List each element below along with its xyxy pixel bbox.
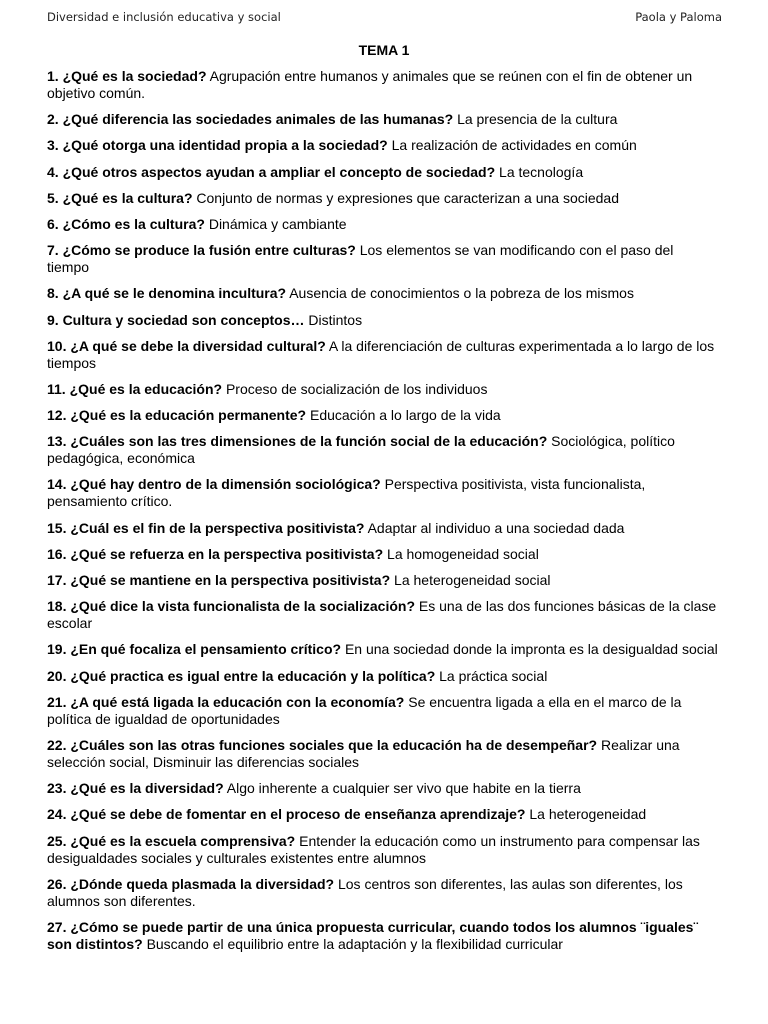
question-item [47, 546, 719, 563]
question-item [47, 216, 719, 233]
answer-text: Ausencia de conocimientos o la pobreza de los mismos [289, 285, 634, 302]
answer-text: Los centros son diferentes, las aulas son diferentes, los alumnos son diferentes. [47, 875, 683, 909]
answer-text: Realizar una selección social, Disminuir las diferencias sociales [47, 736, 680, 770]
question-item [47, 806, 719, 823]
answer-text: Se encuentra ligada a ella en el marco de la política de igualdad de oportunidades [47, 693, 682, 727]
question-item [47, 338, 719, 372]
question-item [47, 668, 719, 685]
question-list [47, 68, 719, 962]
question-text: 7. ¿Cómo se produce la fusión entre culturas? [47, 242, 356, 259]
answer-text: Entender la educación como un instrumento para compensar las desigualdades sociales y culturales existentes entre alumnos [47, 832, 700, 866]
question-text: 1. ¿Qué es la sociedad? [47, 68, 207, 84]
answer-text: Adaptar al individuo a una sociedad dada [367, 519, 625, 536]
answer-text: Algo inherente a cualquier ser vivo que habite en la tierra [226, 780, 581, 797]
question-item [47, 111, 719, 128]
question-item [47, 572, 719, 589]
answer-text: Agrupación entre humanos y animales que se reúnen con el fin de obtener un objetivo común. [47, 68, 693, 101]
answer-text: Proceso de socialización de los individuos [225, 380, 488, 397]
header-course-title: Diversidad e inclusión educativa y social [47, 10, 281, 24]
question-text: 21. ¿A qué está ligada la educación con la economía? [47, 693, 405, 710]
answer-text: En una sociedad donde la impronta es la desigualdad social [344, 641, 718, 658]
question-item [47, 433, 719, 467]
answer-text: Es una de las dos funciones básicas de la clase escolar [47, 598, 717, 632]
question-text: 27. ¿Cómo se puede partir de una única propuesta curricular, cuando todos los alumnos ¨iguales¨ son distintos? [47, 918, 699, 952]
question-text: 14. ¿Qué hay dentro de la dimensión sociológica? [47, 476, 381, 493]
question-text: 23. ¿Qué es la diversidad? [47, 780, 224, 797]
question-item [47, 476, 719, 510]
answer-text: Educación a lo largo de la vida [309, 407, 501, 424]
question-item [47, 780, 719, 797]
answer-text: La práctica social [439, 667, 548, 684]
question-item [47, 694, 719, 728]
question-text: 19. ¿En qué focaliza el pensamiento crítico? [47, 641, 342, 658]
question-item [47, 381, 719, 398]
question-item [47, 242, 719, 276]
answer-text: Distintos [308, 311, 363, 328]
question-item [47, 407, 719, 424]
question-item [47, 137, 719, 154]
question-text: 9. Cultura y sociedad son conceptos… [47, 311, 305, 328]
question-text: 8. ¿A qué se le denomina incultura? [47, 285, 287, 302]
answer-text: Perspectiva positivista, vista funcionalista, pensamiento crítico. [47, 476, 646, 510]
question-item [47, 598, 719, 632]
question-text: 26. ¿Dónde queda plasmada la diversidad? [47, 875, 335, 892]
question-text: 4. ¿Qué otros aspectos ayudan a ampliar el concepto de sociedad? [47, 163, 496, 180]
question-text: 6. ¿Cómo es la cultura? [47, 215, 205, 232]
question-text: 18. ¿Qué dice la vista funcionalista de la socialización? [47, 598, 416, 615]
question-text: 25. ¿Qué es la escuela comprensiva? [47, 832, 296, 849]
answer-text: Sociológica, político pedagógica, económica [47, 433, 675, 467]
header-authors: Paola y Paloma [635, 10, 722, 24]
question-text: 12. ¿Qué es la educación permanente? [47, 407, 307, 424]
question-item [47, 285, 719, 302]
question-item [47, 919, 719, 953]
question-text: 5. ¿Qué es la cultura? [47, 189, 193, 206]
question-item [47, 520, 719, 537]
answer-text: La heterogeneidad social [394, 572, 551, 588]
question-text: 2. ¿Qué diferencia las sociedades animales de las humanas? [47, 111, 454, 128]
question-text: 20. ¿Qué practica es igual entre la educación y la política? [47, 667, 436, 684]
question-item [47, 312, 719, 329]
answer-text: La presencia de la cultura [457, 111, 618, 128]
page-header [47, 10, 722, 28]
question-item [47, 190, 719, 207]
question-item [47, 641, 719, 658]
question-item [47, 737, 719, 771]
answer-text: La homogeneidad social [387, 545, 539, 562]
question-text: 24. ¿Qué se debe de fomentar en el proceso de enseñanza aprendizaje? [47, 806, 526, 823]
question-text: 13. ¿Cuáles son las tres dimensiones de la función social de la educación? [47, 433, 548, 450]
question-text: 10. ¿A qué se debe la diversidad cultural? [47, 337, 326, 354]
question-item [47, 164, 719, 181]
question-text: 17. ¿Qué se mantiene en la perspectiva positivista? [47, 572, 391, 588]
answer-text: La tecnología [499, 163, 584, 180]
question-text: 15. ¿Cuál es el fin de la perspectiva positivista? [47, 519, 365, 536]
question-text: 16. ¿Qué se refuerza en la perspectiva positivista? [47, 545, 384, 562]
question-text: 22. ¿Cuáles son las otras funciones sociales que la educación ha de desempeñar? [47, 736, 598, 753]
answer-text: A la diferenciación de culturas experimentada a lo largo de los tiempos [47, 337, 715, 371]
answer-text: Los elementos se van modificando con el paso del tiempo [47, 242, 674, 276]
question-item [47, 68, 719, 102]
answer-text: La heterogeneidad [529, 806, 647, 823]
question-text: 11. ¿Qué es la educación? [47, 380, 223, 397]
answer-text: Conjunto de normas y expresiones que caracterizan a una sociedad [196, 189, 619, 206]
answer-text: Dinámica y cambiante [208, 215, 347, 232]
answer-text: Buscando el equilibrio entre la adaptación y la flexibilidad curricular [146, 935, 563, 952]
question-item [47, 833, 719, 867]
document-title: TEMA 1 [358, 42, 410, 58]
question-text: 3. ¿Qué otorga una identidad propia a la sociedad? [47, 137, 388, 154]
question-item [47, 876, 719, 910]
answer-text: La realización de actividades en común [391, 137, 637, 154]
